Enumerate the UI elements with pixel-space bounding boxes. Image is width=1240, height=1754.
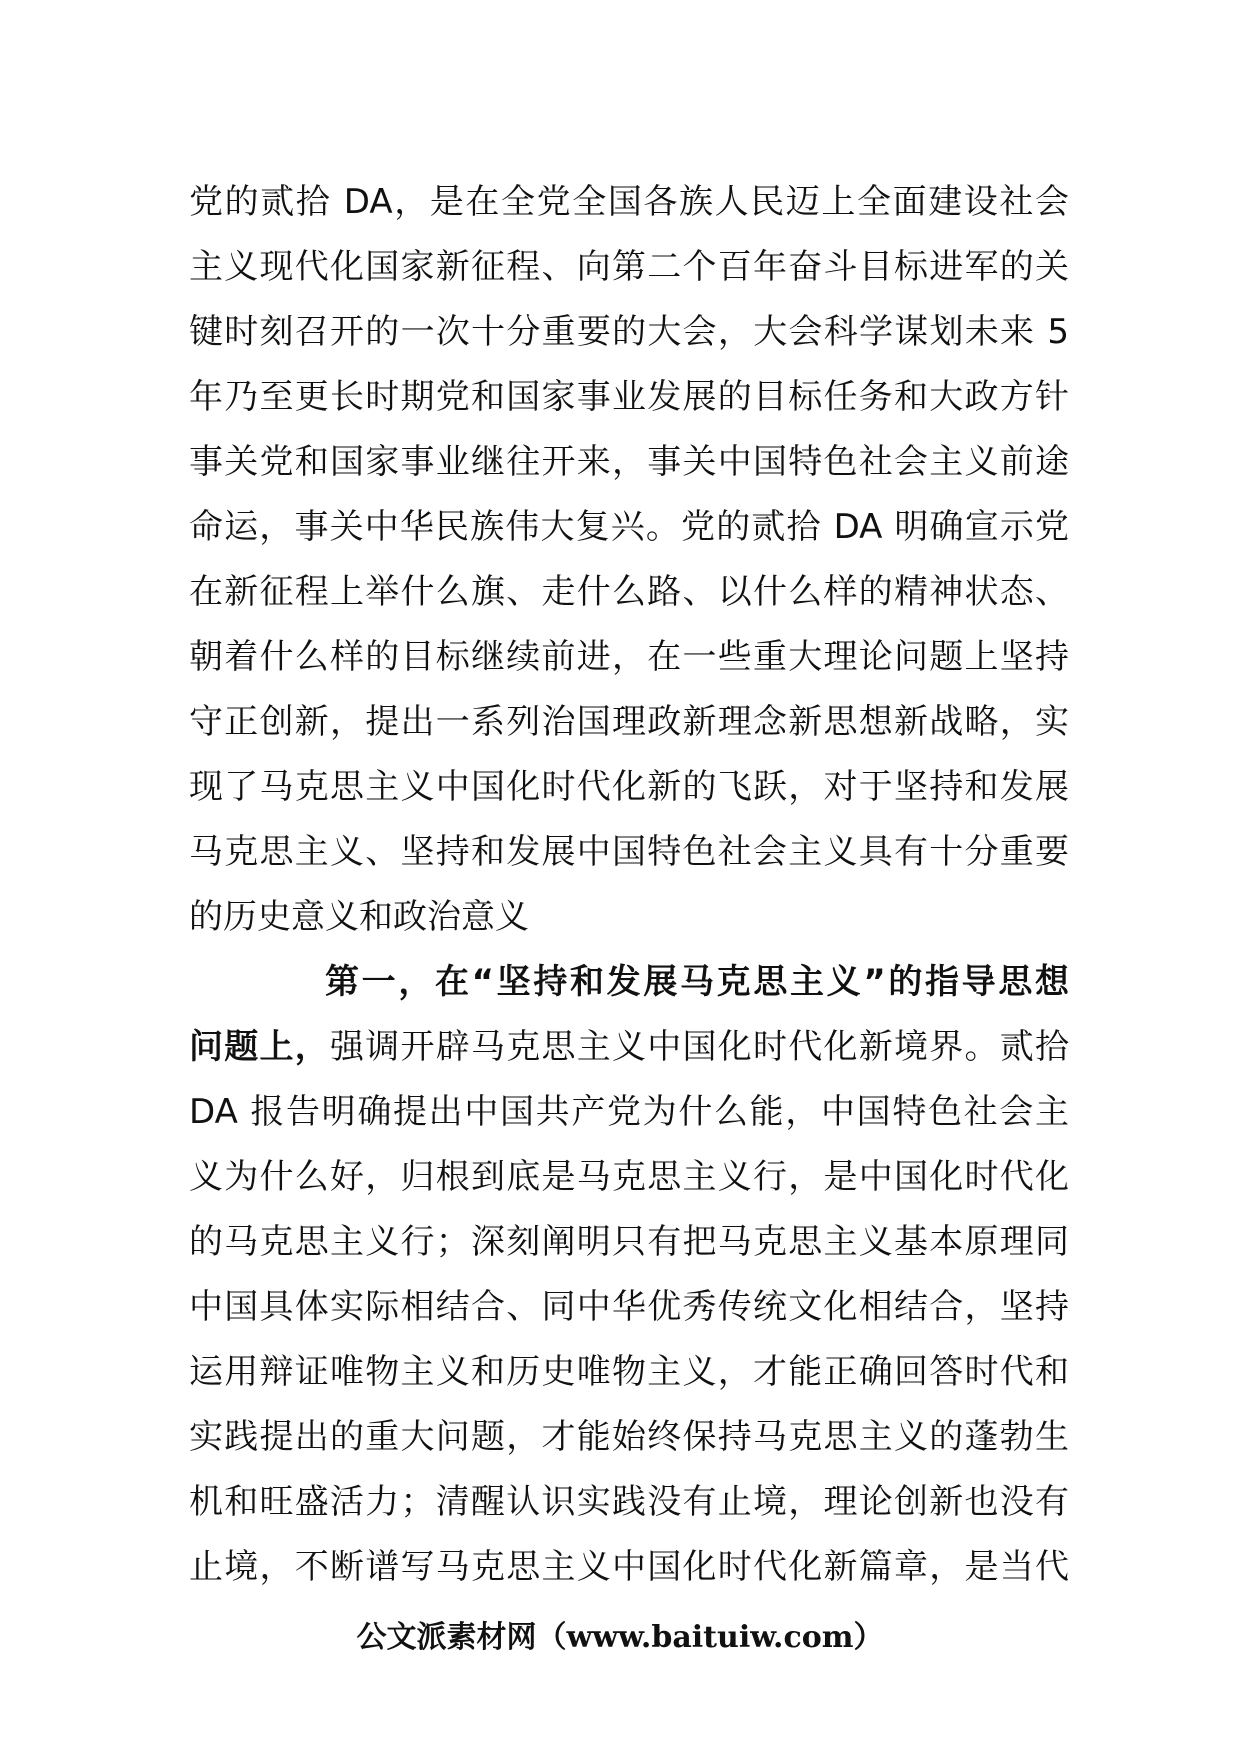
paragraph-2-heading-end: 问题上， — [189, 1027, 330, 1067]
paragraph-1-line: 朝着什么样的目标继续前进，在一些重大理论问题上坚持 — [189, 637, 1069, 677]
paragraph-1-line: 在新征程上举什么旗、走什么路、以什么样的精神状态、 — [189, 572, 1069, 612]
paragraph-2-heading: 第一，在“坚持和发展马克思主义”的指导思想 — [325, 962, 1069, 1002]
document-body — [189, 170, 1069, 1600]
paragraph-1-line: 键时刻召开的一次十分重要的大会，大会科学谋划未来 5 — [189, 312, 1069, 352]
paragraph-2-line: 义为什么好，归根到底是马克思主义行，是中国化时代化 — [189, 1157, 1069, 1197]
paragraph-1-line: 现了马克思主义中国化时代化新的飞跃，对于坚持和发展 — [189, 767, 1069, 807]
paragraph-2-line: 机和旺盛活力；清醒认识实践没有止境，理论创新也没有 — [189, 1482, 1069, 1522]
paragraph-1-line: 命运，事关中华民族伟大复兴。党的贰拾 DA 明确宣示党 — [189, 507, 1069, 547]
paragraph-1-line: 事关党和国家事业继往开来，事关中国特色社会主义前途 — [189, 442, 1069, 482]
paragraph-1-line: 年乃至更长时期党和国家事业发展的目标任务和大政方针 — [189, 377, 1069, 417]
paragraph-2-line: DA 报告明确提出中国共产党为什么能，中国特色社会主 — [189, 1092, 1069, 1132]
paragraph-2-line: 止境，不断谱写马克思主义中国化时代化新篇章，是当代 — [189, 1547, 1069, 1587]
footer-watermark: 公文派素材网（www.baituiw.com） — [356, 1620, 884, 1655]
paragraph-1-line: 马克思主义、坚持和发展中国特色社会主义具有十分重要 — [189, 832, 1069, 872]
paragraph-2-line — [189, 1015, 1069, 1080]
paragraph-2-line: 的马克思主义行；深刻阐明只有把马克思主义基本原理同 — [189, 1222, 1069, 1262]
paragraph-1-line: 守正创新，提出一系列治国理政新理念新思想新战略，实 — [189, 702, 1069, 742]
paragraph-2-line: 中国具体实际相结合、同中华优秀传统文化相结合，坚持 — [189, 1287, 1069, 1327]
paragraph-1-line: 主义现代化国家新征程、向第二个百年奋斗目标进军的关 — [189, 247, 1069, 287]
paragraph-1-line: 党的贰拾 DA，是在全党全国各族人民迈上全面建设社会 — [189, 182, 1069, 222]
paragraph-2-text: 强调开辟马克思主义中国化时代化新境界。贰拾 — [330, 1027, 1069, 1067]
paragraph-1-last-line: 的历史意义和政治意义 — [189, 897, 529, 937]
paragraph-2-line: 实践提出的重大问题，才能始终保持马克思主义的蓬勃生 — [189, 1417, 1069, 1457]
paragraph-2-line: 运用辩证唯物主义和历史唯物主义，才能正确回答时代和 — [189, 1352, 1069, 1392]
